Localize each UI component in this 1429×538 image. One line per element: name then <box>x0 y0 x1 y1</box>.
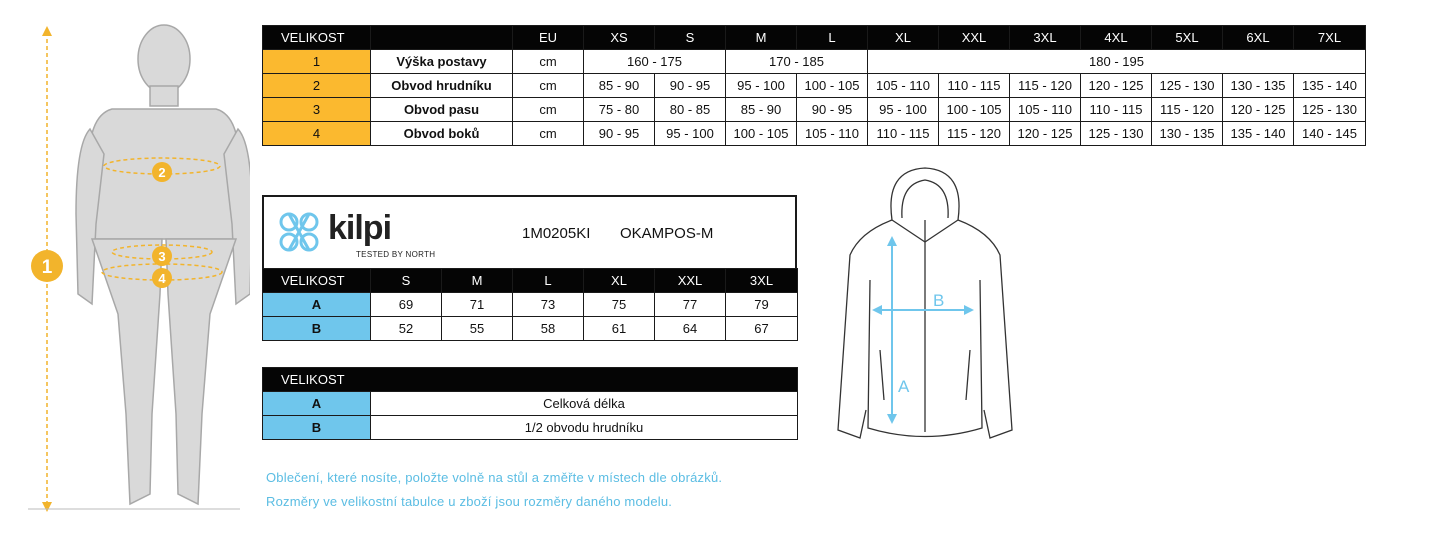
table-cell: 180 - 195 <box>868 50 1366 74</box>
table-row <box>263 293 798 317</box>
row-unit: cm <box>513 50 584 74</box>
jacket-hood <box>891 168 959 220</box>
table-cell: 95 - 100 <box>868 98 939 122</box>
size-table-header <box>263 26 1366 50</box>
header-3xl: 3XL <box>726 269 798 293</box>
table-row <box>263 416 798 440</box>
table-cell: 100 - 105 <box>939 98 1010 122</box>
row-number: 3 <box>263 98 371 122</box>
header-m: M <box>726 26 797 50</box>
table-cell: 85 - 90 <box>726 98 797 122</box>
table-cell: 115 - 120 <box>939 122 1010 146</box>
row-label-b: B <box>263 317 371 341</box>
table-cell: 160 - 175 <box>584 50 726 74</box>
table-cell: 125 - 130 <box>1152 74 1223 98</box>
marker-2: 2 <box>158 165 166 180</box>
header-s: S <box>371 269 442 293</box>
row-number: 4 <box>263 122 371 146</box>
measurement-note: Oblečení, které nosíte, položte volně na stůl a změřte v místech dle obrázků. <box>266 470 723 485</box>
table-cell: 105 - 110 <box>797 122 868 146</box>
table-cell: 95 - 100 <box>655 122 726 146</box>
row-number: 2 <box>263 74 371 98</box>
measure-a-arrow-top-icon <box>887 236 897 246</box>
header-xs: XS <box>584 26 655 50</box>
table-cell: 105 - 110 <box>1010 98 1081 122</box>
table-cell: 125 - 130 <box>1081 122 1152 146</box>
figure-left-leg <box>92 239 162 504</box>
table-cell: 95 - 100 <box>726 74 797 98</box>
table-cell: 52 <box>371 317 442 341</box>
header-3xl: 3XL <box>1010 26 1081 50</box>
height-arrow-top-icon <box>42 26 52 36</box>
brand-tagline: TESTED BY NORTH <box>356 250 436 259</box>
table-cell: 67 <box>726 317 798 341</box>
legend-label-b: B <box>263 416 371 440</box>
table-row <box>263 122 1366 146</box>
jacket-right-sleeve <box>958 220 1012 438</box>
table-cell: 125 - 130 <box>1294 98 1366 122</box>
measure-b-arrow-left-icon <box>872 305 882 315</box>
table-cell: 120 - 125 <box>1223 98 1294 122</box>
table-cell: 90 - 95 <box>584 122 655 146</box>
measure-b-label: B <box>933 291 945 310</box>
table-cell: 110 - 115 <box>868 122 939 146</box>
header-blank <box>371 26 513 50</box>
marker-4: 4 <box>158 271 166 286</box>
table-cell: 75 <box>584 293 655 317</box>
table-row <box>263 317 798 341</box>
header-xl: XL <box>584 269 655 293</box>
header-l: L <box>513 269 584 293</box>
table-cell: 140 - 145 <box>1294 122 1366 146</box>
kilpi-knot-logo-icon <box>272 205 326 259</box>
header-xl: XL <box>868 26 939 50</box>
row-name: Obvod boků <box>371 122 513 146</box>
header-xxl: XXL <box>655 269 726 293</box>
jacket-illustration <box>830 160 1020 460</box>
table-cell: 120 - 125 <box>1081 74 1152 98</box>
table-cell: 75 - 80 <box>584 98 655 122</box>
table-cell: 135 - 140 <box>1223 122 1294 146</box>
table-cell: 90 - 95 <box>797 98 868 122</box>
header-xxl: XXL <box>939 26 1010 50</box>
table-cell: 77 <box>655 293 726 317</box>
header-velikost: VELIKOST <box>263 368 798 392</box>
header-6xl: 6XL <box>1223 26 1294 50</box>
table-cell: 135 - 140 <box>1294 74 1366 98</box>
legend-desc-a: Celková délka <box>371 392 798 416</box>
table-row <box>263 50 1366 74</box>
table-cell: 100 - 105 <box>797 74 868 98</box>
table-cell: 61 <box>584 317 655 341</box>
header-s: S <box>655 26 726 50</box>
marker-3: 3 <box>158 249 166 264</box>
row-unit: cm <box>513 74 584 98</box>
table-row <box>263 74 1366 98</box>
row-unit: cm <box>513 122 584 146</box>
table-cell: 71 <box>442 293 513 317</box>
table-cell: 64 <box>655 317 726 341</box>
table-cell: 130 - 135 <box>1223 74 1294 98</box>
brand-name: kilpi <box>328 209 392 247</box>
model-code: 1M0205KI <box>522 225 591 242</box>
header-5xl: 5XL <box>1152 26 1223 50</box>
table-cell: 69 <box>371 293 442 317</box>
model-size-table <box>262 268 798 341</box>
table-cell: 55 <box>442 317 513 341</box>
height-arrow-bottom-icon <box>42 502 52 512</box>
body-measurement-figure <box>20 14 250 519</box>
table-cell: 73 <box>513 293 584 317</box>
header-l: L <box>797 26 868 50</box>
table-row <box>263 98 1366 122</box>
measure-b-arrow-right-icon <box>964 305 974 315</box>
row-name: Obvod pasu <box>371 98 513 122</box>
table-cell: 58 <box>513 317 584 341</box>
brand-box <box>262 195 797 269</box>
header-velikost: VELIKOST <box>263 26 371 50</box>
table-cell: 115 - 120 <box>1152 98 1223 122</box>
legend-table-header <box>263 368 798 392</box>
row-label-a: A <box>263 293 371 317</box>
model-name: OKAMPOS-M <box>620 225 714 242</box>
table-cell: 100 - 105 <box>726 122 797 146</box>
row-name: Výška postavy <box>371 50 513 74</box>
measure-a-arrow-bottom-icon <box>887 414 897 424</box>
table-cell: 115 - 120 <box>1010 74 1081 98</box>
legend-table <box>262 367 798 440</box>
legend-desc-b: 1/2 obvodu hrudníku <box>371 416 798 440</box>
row-number: 1 <box>263 50 371 74</box>
header-eu: EU <box>513 26 584 50</box>
measure-a-label: A <box>898 377 910 396</box>
table-cell: 105 - 110 <box>868 74 939 98</box>
size-table <box>262 25 1366 146</box>
row-unit: cm <box>513 98 584 122</box>
header-m: M <box>442 269 513 293</box>
header-velikost: VELIKOST <box>263 269 371 293</box>
table-cell: 85 - 90 <box>584 74 655 98</box>
table-cell: 110 - 115 <box>939 74 1010 98</box>
table-cell: 80 - 85 <box>655 98 726 122</box>
table-cell: 110 - 115 <box>1081 98 1152 122</box>
table-cell: 170 - 185 <box>726 50 868 74</box>
figure-head <box>138 25 190 93</box>
table-cell: 120 - 125 <box>1010 122 1081 146</box>
legend-label-a: A <box>263 392 371 416</box>
table-row <box>263 392 798 416</box>
table-cell: 130 - 135 <box>1152 122 1223 146</box>
jacket-left-sleeve <box>838 220 892 438</box>
table-cell: 79 <box>726 293 798 317</box>
table-cell: 90 - 95 <box>655 74 726 98</box>
header-4xl: 4XL <box>1081 26 1152 50</box>
model-table-header <box>263 269 798 293</box>
row-name: Obvod hrudníku <box>371 74 513 98</box>
marker-1: 1 <box>41 257 53 278</box>
header-7xl: 7XL <box>1294 26 1366 50</box>
model-dimensions-note: Rozměry ve velikostní tabulce u zboží jsou rozměry daného modelu. <box>266 494 673 509</box>
